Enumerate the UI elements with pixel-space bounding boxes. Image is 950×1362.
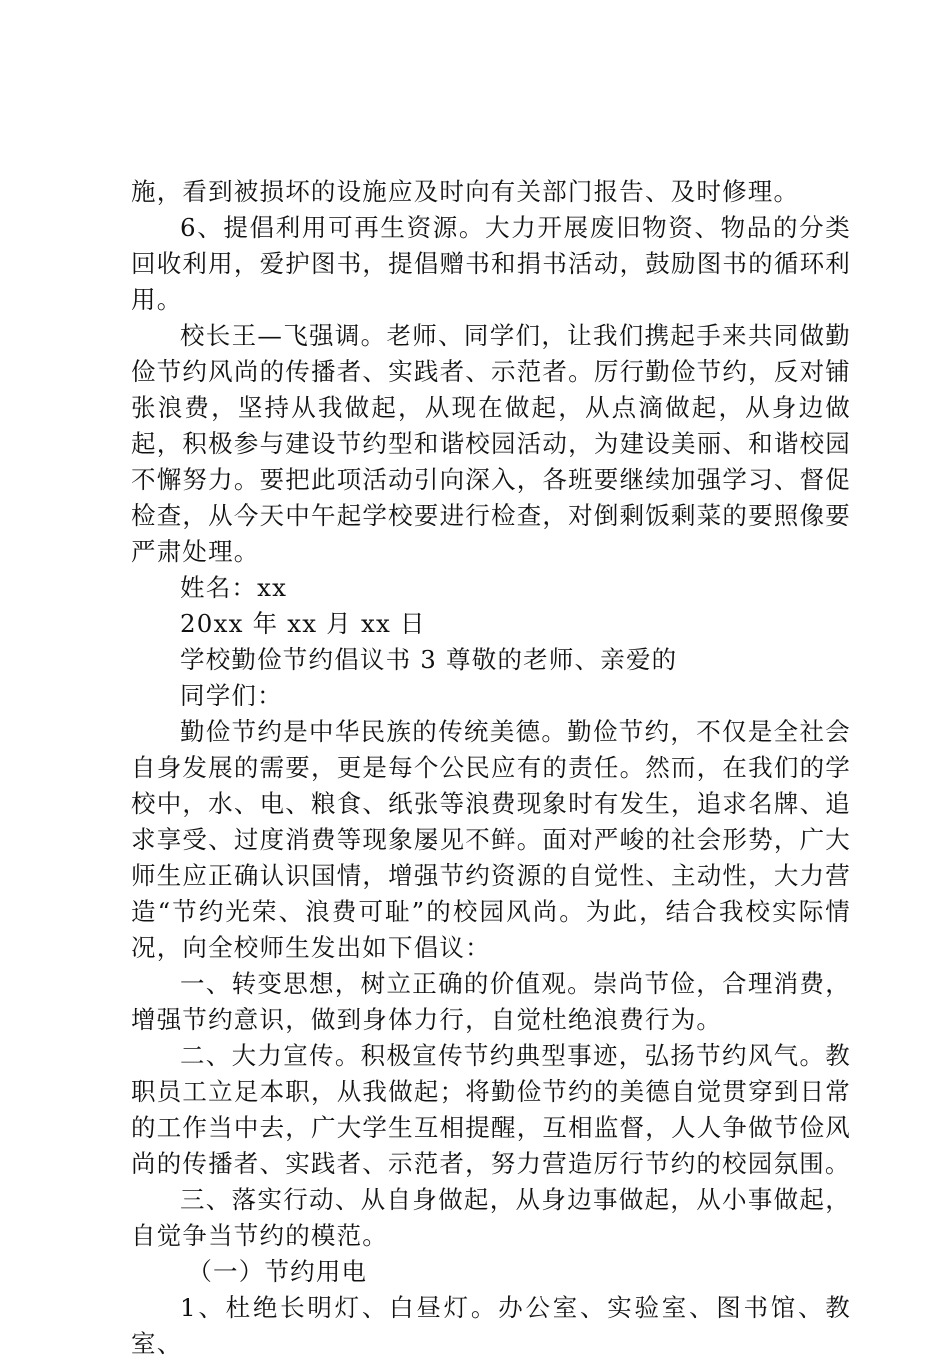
- salutation: 同学们：: [180, 681, 283, 710]
- paragraph-proposal-3: 三、落实行动、从自身做起，从身边事做起，从小事做起，自觉争当节约的模范。: [131, 1185, 851, 1250]
- paragraph-principal-remarks: 校长王—飞强调。老师、同学们，让我们携起手来共同做勤俭节约风尚的传播者、实践者、示范者。厉行勤俭节约，反对铺张浪费，坚持从我做起，从现在做起，从点滴做起，从身边做起，积极参与建设节约型和谐校园活动，为建设美丽、和谐校园不懈努力。要把此项活动引向深入，各班要继续加强学习、督促检查，从今天中午起学校要进行检查，对倒剩饭剩菜的要照像要严肃处理。: [131, 321, 851, 566]
- paragraph-item-6: 6、提倡利用可再生资源。大力开展废旧物资、物品的分类回收利用，爱护图书，提倡赠书和捐书活动，鼓励图书的循环利用。: [131, 213, 851, 314]
- subheading-electricity: （一）节约用电: [187, 1257, 368, 1286]
- signature-date: 20xx 年 xx 月 xx 日: [180, 609, 426, 638]
- paragraph-proposal-2: 二、大力宣传。积极宣传节约典型事迹，弘扬节约风气。教职员工立足本职，从我做起；将勤俭节约的美德自觉贯穿到日常的工作当中去，广大学生互相提醒，互相监督，人人争做节俭风尚的传播者、实践者、示范者，努力营造厉行节约的校园氛围。: [131, 1041, 851, 1178]
- paragraph-intro: 勤俭节约是中华民族的传统美德。勤俭节约，不仅是全社会自身发展的需要，更是每个公民应有的责任。然而，在我们的学校中，水、电、粮食、纸张等浪费现象时有发生，追求名牌、追求享受、过度消费等现象屡见不鲜。面对严峻的社会形势，广大师生应正确认识国情，增强节约资源的自觉性、主动性，大力营造“节约光荣、浪费可耻”的校园风尚。为此，结合我校实际情况，向全校师生发出如下倡议：: [131, 717, 851, 962]
- paragraph-continuation: 施，看到被损坏的设施应及时向有关部门报告、及时修理。: [131, 177, 800, 206]
- paragraph-proposal-1: 一、转变思想，树立正确的价值观。崇尚节俭，合理消费，增强节约意识，做到身体力行，自觉杜绝浪费行为。: [131, 969, 851, 1034]
- paragraph-electricity-item-1: 1、杜绝长明灯、白昼灯。办公室、实验室、图书馆、教室、: [131, 1293, 851, 1358]
- section-title: 学校勤俭节约倡议书 3 尊敬的老师、亲爱的: [180, 645, 678, 674]
- signature-name: 姓名：xx: [180, 573, 288, 602]
- document-body: [131, 174, 851, 1362]
